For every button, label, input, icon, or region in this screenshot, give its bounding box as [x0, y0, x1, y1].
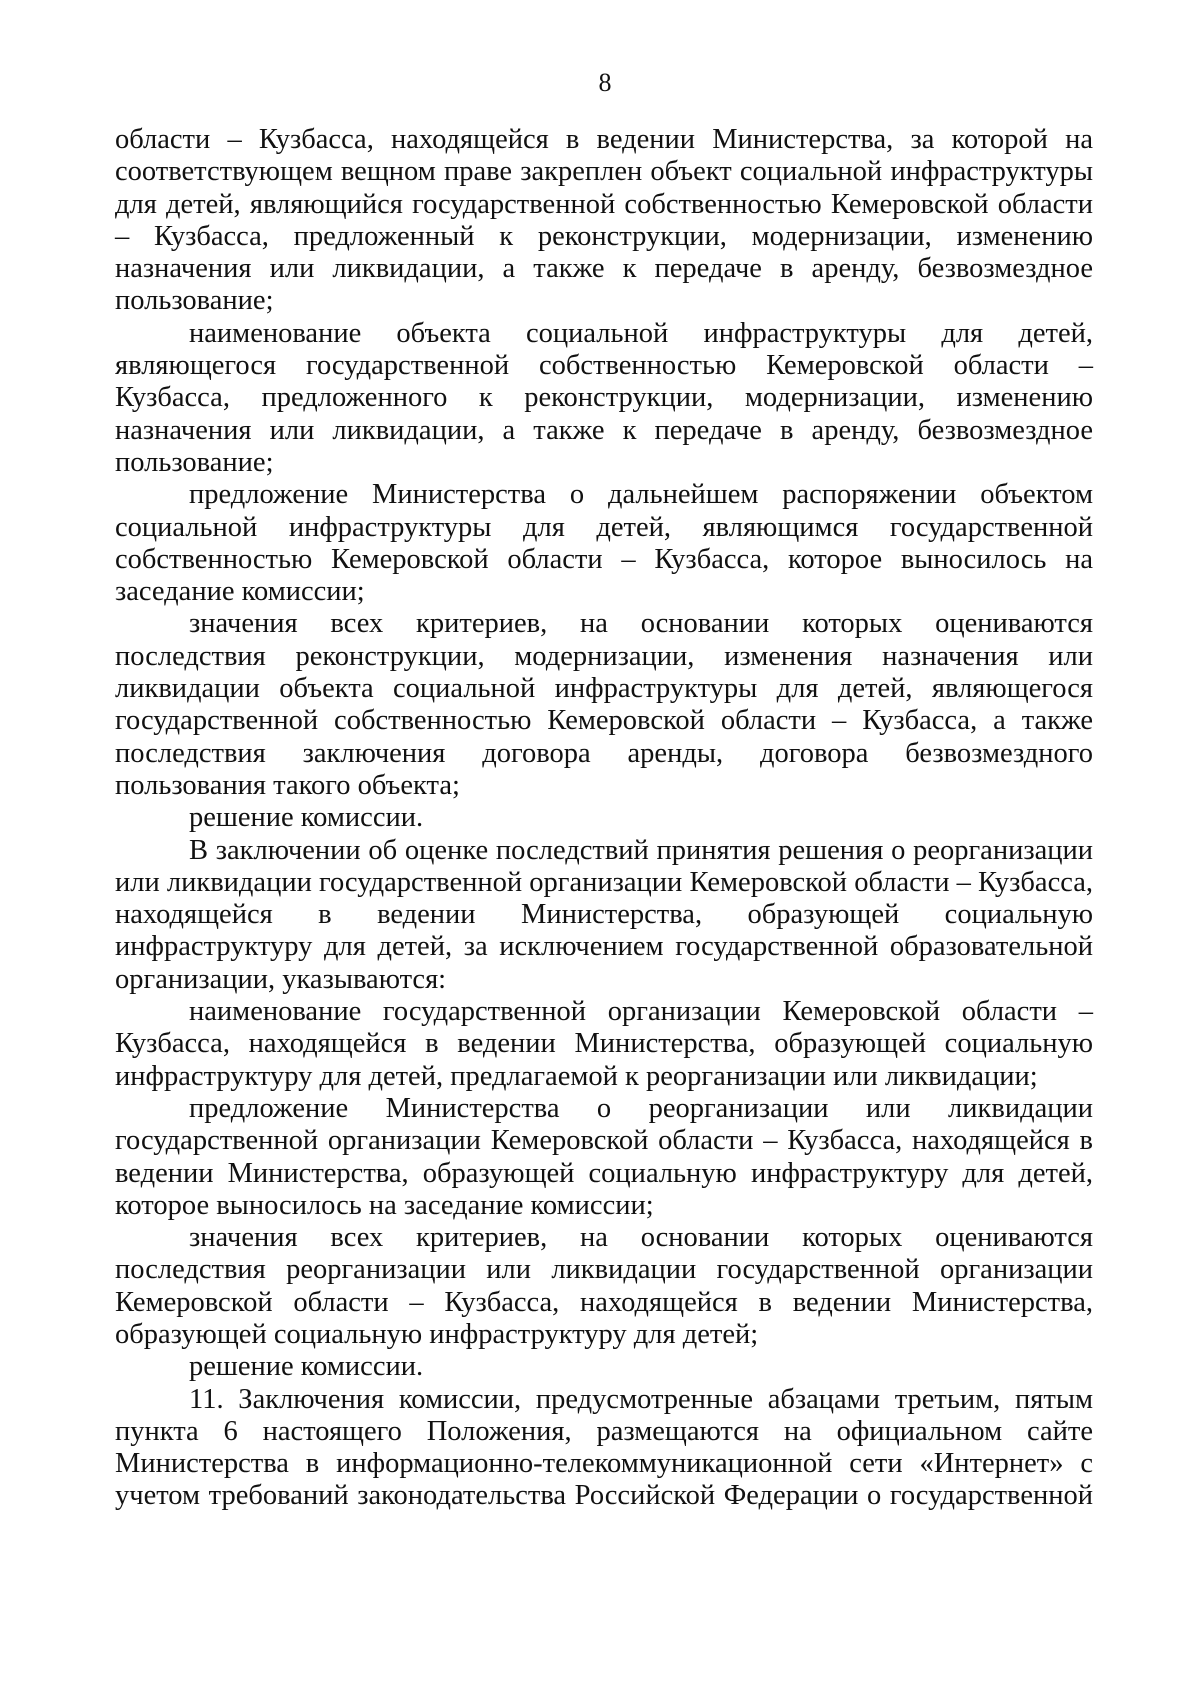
- paragraph-3: предложение Министерства о дальнейшем распоряжении объектом социальной инфраструктуры для детей, являющимся государственной собственностью Кемеровской области – Кузбасса, которое выносилось на заседание комиссии;: [115, 479, 1093, 608]
- paragraph-9: значения всех критериев, на основании которых оцениваются последствия реорганизации или ликвидации государственной организации Кемеровской области – Кузбасса, находящейся в ведении Министерства, образующей социальную инфраструктуру для детей;: [115, 1222, 1093, 1350]
- paragraph-4: значения всех критериев, на основании которых оцениваются последствия реконструкции, модернизации, изменения назначения или ликвидации объекта социальной инфраструктуры для детей, являющегося государственной собственностью Кемеровской области – Кузбасса, а также последствия заключения договора аренды, договора безвозмездного пользования такого объекта;: [115, 608, 1093, 801]
- paragraph-10: решение комиссии.: [189, 1351, 424, 1383]
- paragraph-1: области – Кузбасса, находящейся в ведении Министерства, за которой на соответствующем вещном праве закреплен объект социальной инфраструктуры для детей, являющийся государственной собственностью Кемеровской области – Кузбасса, предложенный к реконструкции, модернизации, изменению назначения или ликвидации, а также к передаче в аренду, безвозмездное пользование;: [115, 124, 1093, 317]
- page-number: 8: [598, 68, 612, 97]
- paragraph-11: 11. Заключения комиссии, предусмотренные абзацами третьим, пятым пункта 6 настоящего Положения, размещаются на официальном сайте Министерства в информационно-телекоммуникационной сети «Интернет» с учетом требований законодательства Российской Федерации о государственной: [115, 1383, 1093, 1512]
- document-body: [115, 124, 1093, 1513]
- paragraph-6: В заключении об оценке последствий принятия решения о реорганизации или ликвидации государственной организации Кемеровской области – Кузбасса, находящейся в ведении Министерства, образующей социальную инфраструктуру для детей, за исключением государственной образовательной организации, указываются:: [115, 834, 1093, 995]
- paragraph-5: решение комиссии.: [189, 802, 424, 834]
- paragraph-2: наименование объекта социальной инфраструктуры для детей, являющегося государственной собственностью Кемеровской области – Кузбасса, предложенного к реконструкции, модернизации, изменению назначения или ликвидации, а также к передаче в аренду, безвозмездное пользование;: [115, 317, 1093, 478]
- paragraph-7: наименование государственной организации Кемеровской области – Кузбасса, находящейся в ведении Министерства, образующей социальную инфраструктуру для детей, предлагаемой к реорганизации или ликвидации;: [115, 996, 1093, 1092]
- paragraph-8: предложение Министерства о реорганизации или ликвидации государственной организации Кемеровской области – Кузбасса, находящейся в ведении Министерства, образующей социальную инфраструктуру для детей, которое выносилось на заседание комиссии;: [115, 1092, 1093, 1221]
